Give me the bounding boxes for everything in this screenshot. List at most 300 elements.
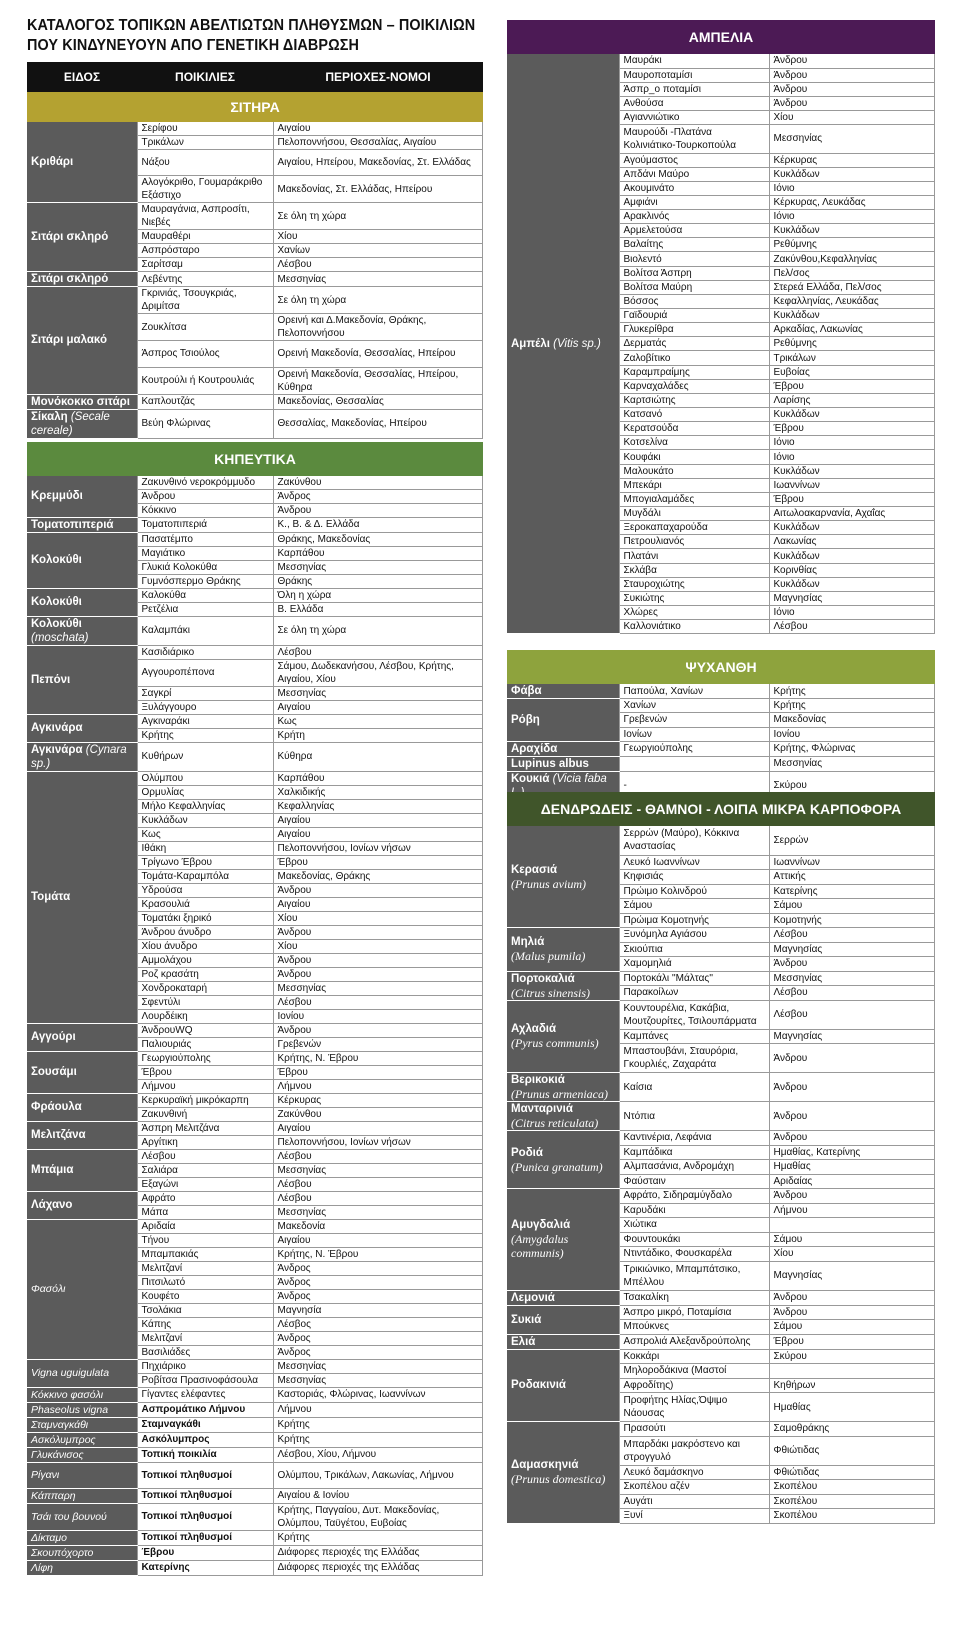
variety-cell: Ασπρόσταρο [137, 244, 273, 258]
region-cell: Άνδρου [769, 1290, 935, 1305]
variety-cell: Πρασούτι [619, 1422, 769, 1437]
species-λάχανο [27, 1191, 137, 1219]
variety-cell: Κοτσελίνα [619, 436, 769, 450]
variety-cell: Πλατάνι [619, 549, 769, 563]
variety-cell: Σκλάβα [619, 563, 769, 577]
region-cell: Μαγνησίας [769, 1029, 935, 1044]
species-latin: (Secale cereale) [31, 410, 110, 437]
region-cell: Αρκαδίας, Λακωνίας [769, 323, 935, 337]
variety-cell: Κουντουρέλια, Κακάβια, Μουτζουρίτες, Τσιλουπάρματα [619, 1000, 769, 1029]
variety-cell: Αμφιάνι [619, 195, 769, 209]
species-ροδακινιά [507, 1349, 619, 1422]
variety-cell: Κουτρούλι ή Κουτρουλιάς [137, 367, 273, 394]
variety-cell: Έβρου [137, 1545, 273, 1560]
variety-cell: Χιώτικα [619, 1218, 769, 1233]
table-row [507, 1422, 935, 1437]
variety-cell [619, 756, 769, 771]
region-cell: Ημαθίας, Κατερίνης [769, 1145, 935, 1160]
region-cell: Κατερίνης [769, 884, 935, 899]
region-cell: Θράκης, Μακεδονίας [273, 532, 483, 546]
variety-cell: Προφήτης Ηλίας,Όψιμο Νάουσας [619, 1393, 769, 1422]
region-cell: Κρήτη [273, 728, 483, 742]
table-row [27, 1530, 483, 1545]
variety-cell: Ζακυνθινό νεροκρόμμυδο [137, 476, 273, 490]
species-name: Αχλαδιά [511, 1023, 557, 1036]
species-latin: (Citrus sinensis) [511, 985, 591, 1000]
region-cell: Ιόνιο [769, 606, 935, 620]
region-cell: Ζακύνθου [273, 476, 483, 490]
species-σιτάρι-σκληρό [27, 272, 137, 287]
variety-cell: Πηχιάρικο [137, 1359, 273, 1373]
region-cell: Άνδρου [273, 883, 483, 897]
species-latin: (Prunus avium) [511, 876, 586, 891]
table-row [27, 771, 483, 785]
region-cell: Ευβοίας [769, 365, 935, 379]
region-cell: Άνδρου [769, 82, 935, 96]
region-cell: Έβρου [273, 1065, 483, 1079]
species-βερικοκιά [507, 1073, 619, 1102]
variety-cell: Έβρου [137, 1065, 273, 1079]
variety-cell: Τοπικοί πληθυσμοί [137, 1503, 273, 1530]
variety-cell: Μελιτζανί [137, 1331, 273, 1345]
left-column [27, 0, 483, 1576]
region-cell: Μεσσηνίας [273, 1205, 483, 1219]
table-row [507, 1000, 935, 1029]
variety-cell: Χονδροκαταρή [137, 981, 273, 995]
region-cell: Κρήτης [273, 1432, 483, 1447]
region-cell: Σκοπέλου [769, 1480, 935, 1495]
page-title [27, 0, 476, 62]
region-cell: Μεσσηνίας [273, 560, 483, 574]
species-name: Αγγούρι [31, 1031, 76, 1044]
variety-cell: Σαρίτσαμ [137, 258, 273, 272]
region-cell: Χίου [273, 230, 483, 244]
variety-cell: Καραμπραίμης [619, 365, 769, 379]
variety-cell: Καλαμπάκι [137, 616, 273, 645]
variety-cell: Ξεροκαπαχαρούδα [619, 521, 769, 535]
variety-cell: Τρικιώνικο, Μπαμπάτσικο, Μπέλλου [619, 1261, 769, 1290]
region-cell: Ολύμπου, Τρικάλων, Λακωνίας, Λήμνου [273, 1462, 483, 1488]
variety-cell: Λέσβου [137, 1149, 273, 1163]
table-row [507, 1131, 935, 1146]
region-cell: Μαγνησίας [769, 1261, 935, 1290]
region-cell: Κυκλάδων [769, 224, 935, 238]
region-cell: Πελοποννήσου, Ιονίων νήσων [273, 1135, 483, 1149]
region-cell: Άνδρου [769, 1073, 935, 1102]
region-cell: Κυκλάδων [769, 549, 935, 563]
region-cell: Μακεδονίας, Θεσσαλίας [273, 394, 483, 409]
variety-cell: Ζουκλίτσα [137, 314, 273, 341]
variety-cell: Καμπάδικα [619, 1145, 769, 1160]
region-cell: Σάμου [769, 1232, 935, 1247]
species-μηλιά [507, 928, 619, 972]
variety-cell: Φουντουκάκι [619, 1232, 769, 1247]
table-row [507, 741, 935, 756]
species-name: Κρεμμύδι [31, 490, 83, 503]
variety-cell: Ακουμινάτο [619, 181, 769, 195]
region-cell: Κέρκυρας [769, 153, 935, 167]
species-λεμονιά [507, 1290, 619, 1305]
left-sections [27, 92, 483, 1576]
species-μπάμια [27, 1149, 137, 1191]
species-αχλαδιά [507, 1000, 619, 1073]
variety-cell: Μαυράκι [619, 54, 769, 68]
variety-cell: Κουφέτο [137, 1289, 273, 1303]
species-τοματοπιπεριά [27, 517, 137, 532]
region-cell: Θράκης [273, 574, 483, 588]
region-cell: Ιόνιο [769, 436, 935, 450]
variety-cell: Βαλαίτης [619, 238, 769, 252]
species-αγγούρι [27, 1023, 137, 1051]
table-row [27, 616, 483, 645]
region-cell: Ημαθίας [769, 1160, 935, 1175]
region-cell: Άνδρου [769, 1131, 935, 1146]
species-κόκκινο-φασόλι [27, 1387, 137, 1402]
region-cell: Αιγαίου [273, 813, 483, 827]
variety-cell: Αφράτο [137, 1191, 273, 1205]
region-cell: Διάφορες περιοχές της Ελλάδας [273, 1560, 483, 1575]
region-cell: Λήμνου [769, 1203, 935, 1218]
variety-cell: Κρασουλιά [137, 897, 273, 911]
region-cell: Άνδρου [273, 953, 483, 967]
table-row [27, 742, 483, 771]
table-row [27, 272, 483, 287]
section-banner-ampelia: ΑΜΠΕΛΙΑ [507, 20, 935, 54]
variety-cell: Τσολάκια [137, 1303, 273, 1317]
species-πορτοκαλιά [507, 971, 619, 1000]
table-row [27, 1417, 483, 1432]
variety-cell: Πετρουλιανός [619, 535, 769, 549]
region-cell: Έβρου [769, 492, 935, 506]
variety-cell: Ντιντάδικο, Φουσκαρέλα [619, 1247, 769, 1262]
variety-cell: Λεβέντης [137, 272, 273, 287]
variety-cell: Γλυκιά Κολοκύθα [137, 560, 273, 574]
region-cell: Κηθήρων [769, 1378, 935, 1393]
region-cell: Μεσσηνίας [769, 971, 935, 986]
region-cell: Καρπάθου [273, 771, 483, 785]
variety-cell: Τοπικοί πληθυσμοί [137, 1462, 273, 1488]
region-cell: Μακεδονίας, Θράκης [273, 869, 483, 883]
variety-cell: Αργίτικη [137, 1135, 273, 1149]
variety-cell: Λευκό Ιωαννίνων [619, 855, 769, 870]
region-cell: Ρεθύμνης [769, 337, 935, 351]
region-cell: Άνδρος [273, 1289, 483, 1303]
variety-cell: Σφεντύλι [137, 995, 273, 1009]
header-varieties: ΠΟΙΚΙΛΙΕΣ [175, 70, 235, 84]
region-cell: Μαγνησίας [769, 942, 935, 957]
region-cell: Άνδρου [273, 967, 483, 981]
variety-cell: Μπεκάρι [619, 478, 769, 492]
region-cell: Σε όλη τη χώρα [273, 287, 483, 314]
species-φράουλα [27, 1093, 137, 1121]
species-κριθάρι [27, 122, 137, 203]
variety-cell: Μπαστουβάνι, Σταυρόρια, Γκουρλιές, Ζαχαράτα [619, 1044, 769, 1073]
region-cell: Ιωαννίνων [769, 478, 935, 492]
variety-cell: Γεωργιούπολης [137, 1051, 273, 1065]
variety-cell: Βεύη Φλώρινας [137, 409, 273, 438]
region-cell: Κρήτης [273, 1530, 483, 1545]
variety-cell: Ιθάκη [137, 841, 273, 855]
section-ampelia [507, 20, 935, 634]
species-name: Μανταρινιά [511, 1103, 573, 1115]
region-cell: Ιωαννίνων [769, 855, 935, 870]
species-name: Phaseolus vigna [31, 1403, 109, 1416]
region-cell: Μαγνησία [273, 1303, 483, 1317]
region-cell: Μεσσηνίας [273, 1163, 483, 1177]
region-cell: Κομοτηνής [769, 913, 935, 928]
region-cell: Φθιώτιδας [769, 1436, 935, 1465]
table-row [27, 1191, 483, 1205]
table-kipeftika [27, 476, 483, 1576]
species-name: Αμπέλι [511, 337, 550, 350]
species-σιτάρι-μαλακό [27, 287, 137, 394]
region-cell: Άνδρου [769, 68, 935, 82]
region-cell: Λέσβου, Χίου, Λήμνου [273, 1447, 483, 1462]
species-name: Αγκινάρα [31, 722, 83, 735]
region-cell: Ιόνιο [769, 450, 935, 464]
variety-cell: Τοπικοί πληθυσμοί [137, 1488, 273, 1503]
region-cell: Λέσβου [273, 1149, 483, 1163]
species-name: Φασόλι [31, 1283, 66, 1296]
variety-cell: Σαγκρί [137, 686, 273, 700]
table-row [27, 1121, 483, 1135]
variety-cell: Κηφισιάς [619, 870, 769, 885]
variety-cell: Κως [137, 827, 273, 841]
region-cell: Μεσσηνίας [273, 1373, 483, 1387]
variety-cell: Ζακυνθινή [137, 1107, 273, 1121]
species-name: Vigna uguigulata [31, 1367, 110, 1380]
variety-cell: Καντινέρια, Λεφάνια [619, 1131, 769, 1146]
variety-cell: Νάξου [137, 150, 273, 176]
region-cell: Άνδρου [273, 1023, 483, 1037]
species-name: Σιτάρι σκληρό [31, 273, 109, 286]
region-cell: Σάμου [769, 1320, 935, 1335]
region-cell: Άνδρος [273, 1331, 483, 1345]
region-cell: Αιγαίου [273, 827, 483, 841]
variety-cell: Σταυροχιώτης [619, 577, 769, 591]
species-ρίγανι [27, 1462, 137, 1488]
variety-cell: Καμπάνες [619, 1029, 769, 1044]
variety-cell: Δερματάς [619, 337, 769, 351]
region-cell: Καρπάθου [273, 546, 483, 560]
variety-cell: Ροβίτσα Πρασινοφάσουλα [137, 1373, 273, 1387]
section-psychanthi [507, 650, 935, 801]
region-cell [769, 1364, 935, 1379]
species-name: Δαμασκηνιά [511, 1459, 579, 1472]
region-cell: Σάμου, Δωδεκανήσου, Λέσβου, Κρήτης, Αιγαίου, Χίου [273, 659, 483, 686]
variety-cell: Τρικάλων [137, 136, 273, 150]
variety-cell: Ρετζέλια [137, 602, 273, 616]
species-name: Τομάτα [31, 891, 71, 904]
region-cell: Λέσβου [273, 1177, 483, 1191]
section-sitira [27, 92, 483, 439]
variety-cell: Πρώιμο Κολινδρού [619, 884, 769, 899]
species-φάβα [507, 684, 619, 699]
region-cell: Ορεινή Μακεδονία, Θεσσαλίας, Ηπείρου, Κύθηρα [273, 367, 483, 394]
region-cell: Μεσσηνίας [273, 272, 483, 287]
variety-cell: Ζαλοβίτικο [619, 351, 769, 365]
title-line-2: ΠΟΥ ΚΙΝΔΥΝΕΥΟΥΝ ΑΠΟ ΓΕΝΕΤΙΚΗ ΔΙΑΒΡΩΣΗ [27, 37, 360, 54]
region-cell: Κρήτης, Φλώρινας [769, 741, 935, 756]
variety-cell: Χαμομηλιά [619, 957, 769, 972]
region-cell: Λέσβου [273, 258, 483, 272]
region-cell: Κεφαλληνίας [273, 799, 483, 813]
species-name: Πορτοκαλιά [511, 972, 575, 985]
region-cell [769, 1218, 935, 1233]
species-name: Ρόβη [511, 713, 540, 726]
region-cell: Σκύρου [769, 1349, 935, 1364]
variety-cell: Λήμνου [137, 1079, 273, 1093]
region-cell: Λαρίσης [769, 393, 935, 407]
table-row [27, 122, 483, 136]
species-name: Λάχανο [31, 1199, 73, 1212]
table-row [507, 826, 935, 855]
table-row [27, 1503, 483, 1530]
variety-cell: Βασιλιάδες [137, 1345, 273, 1359]
table-row [27, 1093, 483, 1107]
variety-cell: Βόσσος [619, 294, 769, 308]
table-row [507, 1102, 935, 1131]
region-cell: Πελ/σος [769, 266, 935, 280]
variety-cell: Φαύσταιν [619, 1174, 769, 1189]
region-cell: Αιγαίου [273, 700, 483, 714]
species-αμπέλι [507, 54, 619, 634]
variety-cell: Ασπρομάτικο Λήμνου [137, 1402, 273, 1417]
table-row [27, 1462, 483, 1488]
region-cell: Άνδρου [769, 957, 935, 972]
region-cell: Χίου [273, 911, 483, 925]
region-cell: Φθιώτιδας [769, 1465, 935, 1480]
region-cell: Χίου [769, 1247, 935, 1262]
variety-cell: Τοματοπιπεριά [137, 517, 273, 532]
variety-cell: Κουφάκι [619, 450, 769, 464]
region-cell: Μακεδονία [273, 1219, 483, 1233]
region-cell: Σε όλη τη χώρα [273, 616, 483, 645]
region-cell: Κυκλάδων [769, 577, 935, 591]
species-name: Σκουπόχορτο [31, 1546, 94, 1559]
variety-cell: Καλλονιάτικο [619, 620, 769, 634]
section-banner-dendrodeis: ΔΕΝΔΡΩΔΕΙΣ - ΘΑΜΝΟΙ - ΛΟΙΠΑ ΜΙΚΡΑ ΚΑΡΠΟΦΟΡΑ [507, 792, 935, 826]
variety-cell: Καλοκύθα [137, 588, 273, 602]
species-latin: (Cynara sp.) [31, 743, 127, 770]
variety-cell: Εξαγώνι [137, 1177, 273, 1191]
species-name: Ροδιά [511, 1146, 543, 1159]
region-cell: Μεσσηνίας [273, 981, 483, 995]
variety-cell: Αρμελετούσα [619, 224, 769, 238]
region-cell: Αττικής [769, 870, 935, 885]
region-cell: Κεφαλληνίας, Λευκάδας [769, 294, 935, 308]
species-σουσάμι [27, 1051, 137, 1093]
species-name: Λεμονιά [511, 1291, 555, 1304]
species-αραχίδα [507, 741, 619, 756]
region-cell: Λέσβου [273, 1191, 483, 1205]
species-name: Συκιά [511, 1313, 542, 1326]
region-cell: Ημαθίας [769, 1393, 935, 1422]
species-name: Κουκιά [511, 772, 550, 785]
variety-cell: Τομάτα-Καραμπόλα [137, 869, 273, 883]
species-phaseolus-vigna [27, 1402, 137, 1417]
species-δίκταμο [27, 1530, 137, 1545]
region-cell: Ρεθύμνης [769, 238, 935, 252]
region-cell: Άνδρος [273, 1275, 483, 1289]
region-cell: Μεσσηνίας [769, 125, 935, 153]
variety-cell: Αφράτο, Σιδηραμύγδαλο [619, 1189, 769, 1204]
variety-cell: Μαυραγάνια, Ασπροσίτι, Νιεβές [137, 203, 273, 230]
species-μονόκοκκο-σιτάρι [27, 394, 137, 409]
species-name: Σιτάρι μαλακό [31, 334, 107, 347]
region-cell: Κρήτης [769, 684, 935, 699]
region-cell: Κύθηρα [273, 742, 483, 771]
region-cell: Χίου [769, 111, 935, 125]
variety-cell: Καρτσιώτης [619, 393, 769, 407]
variety-cell: Μάπα [137, 1205, 273, 1219]
region-cell: Άνδρος [273, 489, 483, 503]
region-cell: Λέσβου [769, 928, 935, 943]
species-name: Λίφη [31, 1561, 54, 1574]
table-row [27, 203, 483, 230]
species-latin: (Malus pumila) [511, 949, 586, 964]
region-cell: Λήμνου [273, 1079, 483, 1093]
species-latin: (Vitis sp.) [553, 337, 601, 350]
variety-cell: Ιονίων [619, 727, 769, 741]
region-cell: Αιγαίου [273, 122, 483, 136]
table-row [27, 532, 483, 546]
table-row [27, 394, 483, 409]
region-cell: Άνδρου [769, 1305, 935, 1320]
section-banner-kipeftika: ΚΗΠΕΥΤΙΚΑ [27, 442, 483, 476]
variety-cell: Μαυρούδι -Πλατάνα Κολινιάτικο-Τουρκοπούλα [619, 125, 769, 153]
variety-cell: Αυγάτι [619, 1494, 769, 1509]
table-row [27, 476, 483, 490]
variety-cell: Καίσια [619, 1073, 769, 1102]
variety-cell: Παρακοίλων [619, 986, 769, 1001]
species-latin: (moschata) [31, 631, 89, 644]
variety-cell: Αλογόκριθο, Γουμαράκριθο Εξάστιχο [137, 176, 273, 203]
table-row [507, 1073, 935, 1102]
species-latin: (Pyrus communis) [511, 1036, 599, 1051]
section-banner-sitira: ΣΙΤΗΡΑ [27, 92, 483, 122]
species-latin: (Prunus domestica) [511, 1472, 606, 1487]
table-row [27, 1488, 483, 1503]
region-cell: Θεσσαλίας, Μακεδονίας, Ηπείρου [273, 409, 483, 438]
table-row [27, 1387, 483, 1402]
variety-cell: Πορτοκάλι ''Μάλτας'' [619, 971, 769, 986]
species-αμυγδαλιά [507, 1189, 619, 1291]
region-cell: Μακεδονίας [769, 713, 935, 727]
variety-cell: Βολίτσα Μαύρη [619, 280, 769, 294]
species-name: Τοματοπιπεριά [31, 518, 114, 531]
region-cell: Αιγαίου [273, 1121, 483, 1135]
variety-cell: Αγιαννιώτικο [619, 111, 769, 125]
region-cell: Κέρκυρας, Λευκάδας [769, 195, 935, 209]
variety-cell: Απδάνι Μαύρο [619, 167, 769, 181]
table-row [27, 517, 483, 532]
column-headers [27, 62, 483, 92]
species-latin: (Vicia faba [552, 772, 607, 785]
species-φασόλι [27, 1219, 137, 1359]
variety-cell: Αριδαία [137, 1219, 273, 1233]
species-πεπόνι [27, 645, 137, 714]
region-cell: Έβρου [769, 1334, 935, 1349]
variety-cell: Τοπικοί πληθυσμοί [137, 1530, 273, 1545]
variety-cell: Κάπης [137, 1317, 273, 1331]
variety-cell: Ροζ κρασάτη [137, 967, 273, 981]
region-cell: Χίου [273, 939, 483, 953]
section-banner-psychanthi: ΨΥΧΑΝΘΗ [507, 650, 935, 684]
region-cell: Γρεβενών [273, 1037, 483, 1051]
variety-cell: Αρακλινός [619, 210, 769, 224]
species-συκιά [507, 1305, 619, 1334]
